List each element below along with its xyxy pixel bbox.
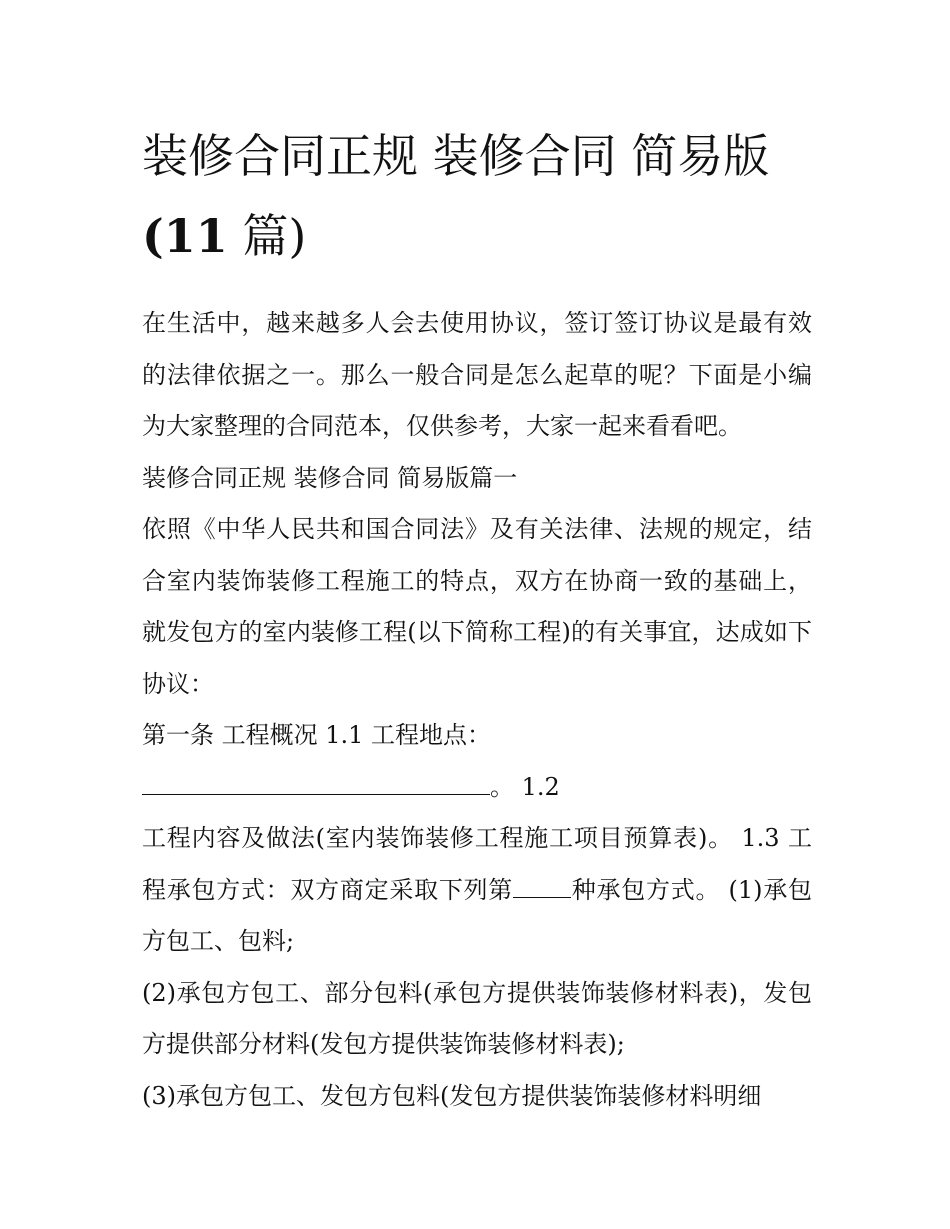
section-heading: 装修合同正规 装修合同 简易版篇一 xyxy=(142,463,518,492)
scope-text-2: 种承包方式。 (1)承包方包工、包料; xyxy=(142,875,813,955)
location-suffix: 。 1.2 xyxy=(490,772,560,801)
document-body xyxy=(142,116,812,1122)
title-text: 装修合同正规 装修合同 简易版 xyxy=(142,129,770,183)
title-suffix: 篇) xyxy=(227,209,307,263)
option-two: (2)承包方包工、部分包料(承包方提供装饰装修材料表)，发包方提供部分材料(发包方提供装饰装修材料表); xyxy=(142,978,812,1058)
preamble-paragraph: 依照《中华人民共和国合同法》及有关法律、法规的规定，结合室内装饰装修工程施工的特点，双方在协商一致的基础上，就发包方的室内装修工程(以下简称工程)的有关事宜，达成如下协议： xyxy=(142,515,812,698)
location-line xyxy=(142,762,812,814)
option-three: (3)承包方包工、发包方包料(发包方提供装饰装修材料明细 xyxy=(142,1081,762,1110)
article-one: 第一条 工程概况 1.1 工程地点： xyxy=(142,721,492,749)
document-title xyxy=(142,116,812,276)
scope-text-1: 工程内容及做法(室内装饰装修工程施工项目预算表)。 1.3 工程承包方式：双方商定采取下列第 xyxy=(142,824,812,904)
intro-paragraph: 在生活中，越来越多人会去使用协议，签订签订协议是最有效的法律依据之一。那么一般合同是怎么起草的呢？下面是小编为大家整理的合同范本，仅供参考，大家一起来看看吧。 xyxy=(142,309,812,440)
location-blank xyxy=(142,770,490,795)
title-count: (11 xyxy=(142,209,228,263)
contract-type-blank xyxy=(513,873,571,898)
scope-paragraph xyxy=(142,813,812,968)
